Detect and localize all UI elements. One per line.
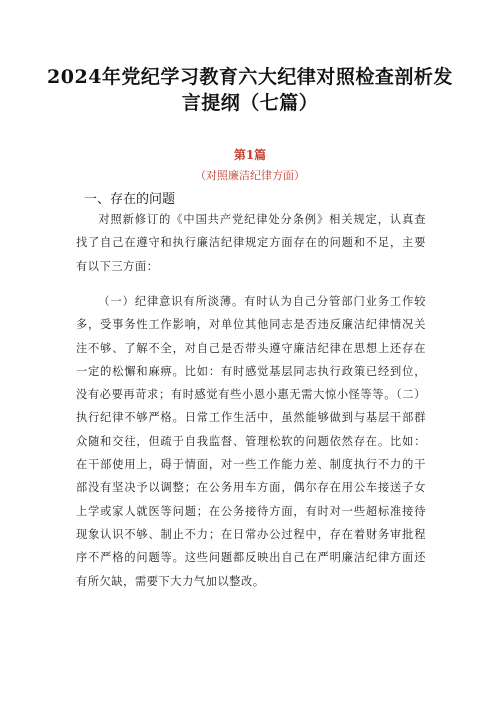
part-label: 第1篇 xyxy=(233,148,267,162)
part-subtitle: （对照廉洁纪律方面） xyxy=(195,169,305,182)
paragraph-issues: （一）纪律意识有所淡薄。有时认为自己分管部门业务工作较多，受事务性工作影响，对单位其他同志是否违反廉洁纪律情况关注不够、了解不全，对自己是否带头遵守廉洁纪律在思想上还存在一定的松懈和麻痹。比如：有时感觉基层同志执行政策已经到位，没有必要再苛求；有时感觉有些小恩小惠无需大惊小怪等等。（二）执行纪律不够严格。日常工作生活中，虽然能够做到与基层干部群众随和交往，但疏于自我监督、管理松软的问题依然存在。比如：在干部使用上，碍于情面，对一些工作能力差、制度执行不力的干部没有坚决予以调整；在公务用车方面，偶尔存在用公车接送子女上学或家人就医等问题；在公务接待方面，有时对一些超标准接待现象认识不够、制止不力；在日常办公过程中，存在着财务审批程序不严格的问题等。这些问题都反映出自己在严明廉洁纪律方面还有所欠缺，需要下大力气加以整改。 xyxy=(76,295,426,588)
paragraph-intro: 对照新修订的《中国共产党纪律处分条例》相关规定，认真查找了自己在遵守和执行廉洁纪律规定方面存在的问题和不足，主要有以下三方面： xyxy=(76,213,426,273)
document-title: 2024年党纪学习教育六大纪律对照检查剖析发言提纲（七篇） xyxy=(47,66,453,114)
section-heading: 一、存在的问题 xyxy=(84,192,176,207)
